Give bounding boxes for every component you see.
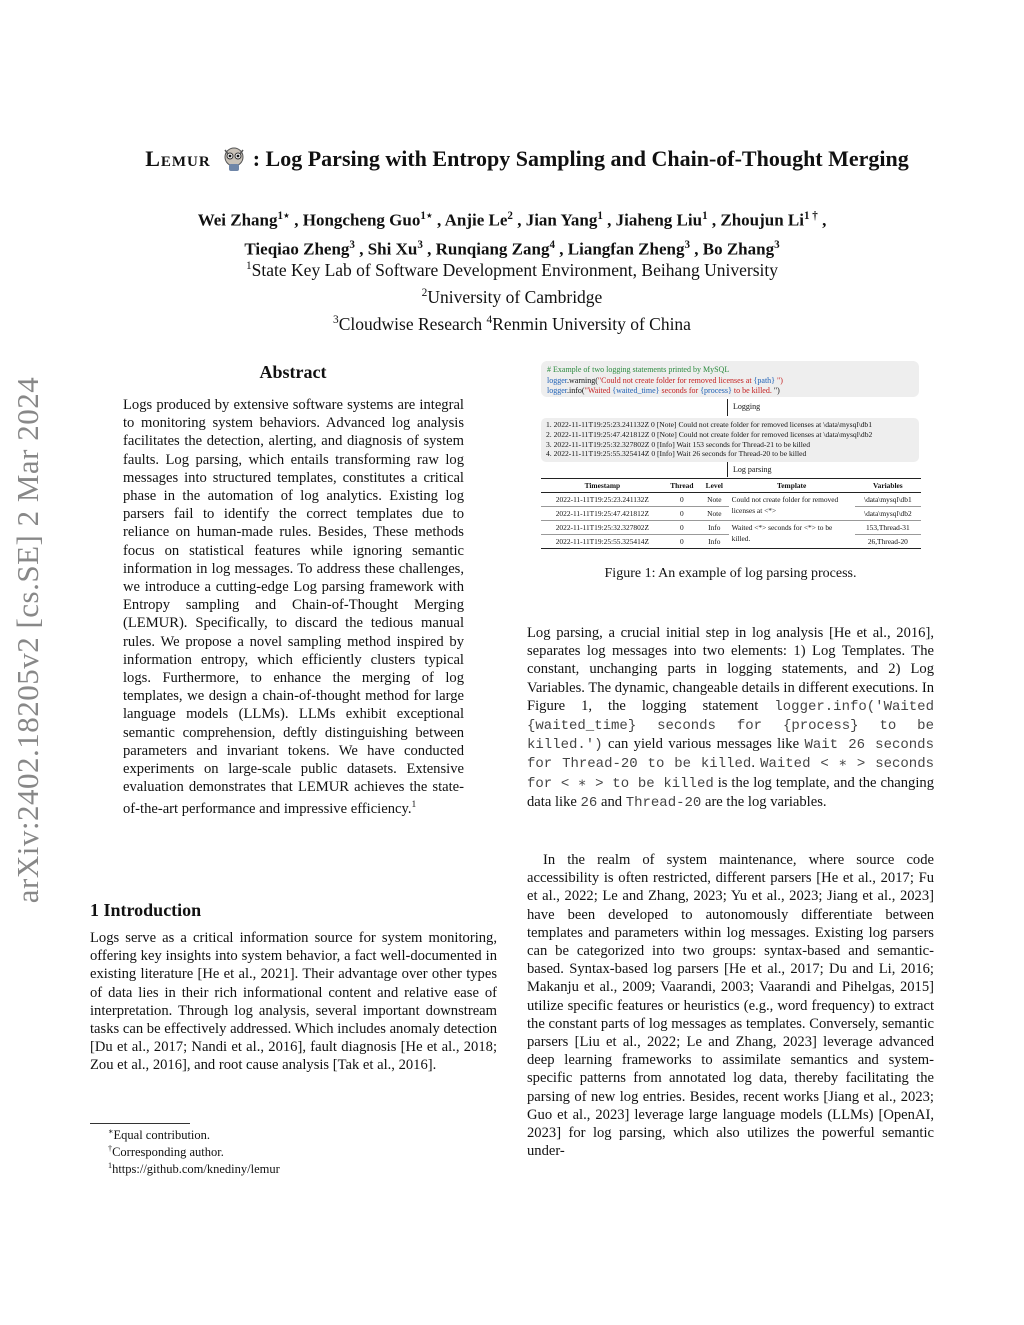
code-line-1: logger.warning("Could not create folder for removed licenses at {path} ") <box>547 375 783 385</box>
abstract-footnote-mark: 1 <box>411 800 417 811</box>
cell-timestamp: 2022-11-11T19:25:47.421812Z <box>555 509 649 518</box>
table-row <box>541 521 921 535</box>
author-affiliation-mark: 1 <box>597 210 603 222</box>
footnote-equal-contribution: ∗Equal contribution. <box>108 1127 211 1143</box>
author-name: Liangfan Zheng <box>567 239 685 259</box>
log-line: 2. 2022-11-11T19:25:47.421812Z 0 [Note] Could not create folder for removed licenses at \data\mysql\db2 <box>546 429 873 439</box>
footnote-corresponding-author: †Corresponding author. <box>108 1144 224 1160</box>
title-rest: : Log Parsing with Entropy Sampling and Chain-of-Thought Merging <box>252 146 909 171</box>
author-affiliation-mark: 3 <box>774 238 780 251</box>
author-name: Hongcheng Guo <box>302 210 421 230</box>
cell-template: Could not create folder for removed licenses at <*> <box>731 495 839 515</box>
section-heading-introduction: 1 Introduction <box>90 900 202 920</box>
figure-log-box <box>541 418 919 462</box>
affiliation-1: $^1$State Key Lab of Software Development Environment, Beihang University <box>245 259 778 280</box>
cell-variables: 153,Thread-31 <box>865 523 910 532</box>
author-name: Zhoujun Li <box>720 210 804 230</box>
inline-code: Waited < ∗ > seconds for < ∗ > to be killed <box>527 756 935 792</box>
author-name: Jian Yang <box>525 210 598 230</box>
right-paragraph-1: Log parsing, a crucial initial step in log analysis [He et al., 2016], separates log messages into two elements: 1) Log Templates. The constant, unchanging parts in logging statements, and 2) Log Variables. The dynamic, changeable details in different executions. In Figure 1, the logging statement logger.info('Waited {waited_time} seconds for {process} to be killed.') can yield various messages like Wait 26 seconds for Thread-20 to be killed. Waited < ∗ > seconds for < ∗ > to be killed is the log template, and the changing data like 26 and Thread-20 are the log variables. <box>527 625 935 811</box>
log-line: 3. 2022-11-11T19:25:32.327802Z 0 [Info] Wait 153 seconds for Thread-21 to be killed <box>546 439 811 449</box>
author-affiliation-mark: 3 <box>349 238 355 251</box>
cell-variables: \data\mysql\db2 <box>864 509 912 518</box>
author-line-2: Tieqiao Zheng$^3$ , Shi Xu$^3$ , Runqiang Zang$^4$ , Liangfan Zheng$^3$ , Bo Zhang$^3$ <box>244 238 780 259</box>
arxiv-stamp: arXiv:2402.18205v2 [cs.SE] 2 Mar 2024 <box>10 376 45 904</box>
table-row <box>541 493 921 507</box>
author-line-1: Wei Zhang$^{1⋆}$ , Hongcheng Guo$^{1⋆}$ , Anjie Le$^2$ , Jian Yang$^1$ , Jiaheng Liu$^1$ , Zhoujun $Li^{1 \dagger}$ , <box>197 210 827 230</box>
cell-thread: 0 <box>679 537 684 546</box>
author-affiliation-mark: 2 <box>507 210 513 222</box>
col-header-thread: Thread <box>670 481 694 490</box>
inline-code: 26 <box>580 794 598 811</box>
table-header-row <box>541 479 921 493</box>
author-name: Tieqiao Zheng <box>244 239 350 259</box>
arrow-label-logging: Logging <box>733 402 761 411</box>
author-name: Jiaheng Liu <box>615 210 703 230</box>
cell-level: Info <box>708 537 721 546</box>
abstract-heading: Abstract <box>259 362 327 382</box>
author-name: Runqiang Zang <box>435 239 550 259</box>
cell-variables: 26,Thread-20 <box>867 537 908 546</box>
col-header-level: Level <box>705 481 723 490</box>
title-lemur: Lemur <box>145 146 211 171</box>
cell-level: Note <box>707 509 722 518</box>
cell-thread: 0 <box>679 495 684 504</box>
author-affiliation-mark: 1⋆ <box>277 210 290 222</box>
cell-template: Waited <*> seconds for <*> to be killed. <box>731 523 833 543</box>
author-name: Shi Xu <box>367 239 418 259</box>
author-affiliation-mark: 3 <box>417 238 423 251</box>
col-header-timestamp: Timestamp <box>584 481 621 490</box>
inline-code: Wait 26 seconds for Thread-20 to be killed <box>527 737 934 773</box>
cell-level: Info <box>708 523 721 532</box>
log-line: 4. 2022-11-11T19:25:55.325414Z 0 [Info] Wait 26 seconds for Thread-20 to be killed <box>546 449 807 459</box>
affiliation-3-4: $^3$Cloudwise Research $^4$Renmin University of China <box>333 313 691 334</box>
lemur-logo-icon <box>221 146 247 172</box>
cell-timestamp: 2022-11-11T19:25:23.241132Z <box>555 495 649 504</box>
cell-thread: 0 <box>679 509 684 518</box>
cell-thread: 0 <box>679 523 684 532</box>
footnote-github-link[interactable]: $^1$https://github.com/knediny/lemur <box>108 1161 280 1177</box>
arrow-down-icon <box>727 399 728 416</box>
col-header-variables: Variables <box>872 481 903 490</box>
author-name: Wei Zhang <box>197 210 278 230</box>
affiliations <box>60 255 964 335</box>
cell-timestamp: 2022-11-11T19:25:55.325414Z <box>555 537 649 546</box>
inline-code: Thread-20 <box>625 794 702 811</box>
arrow-down-icon <box>727 462 728 477</box>
code-line-2: logger.info("Waited {waited_time} seconds for {process} to be killed. ") <box>547 386 780 395</box>
parsed-log-table <box>541 478 921 549</box>
author-name: Bo Zhang <box>702 239 775 259</box>
author-affiliation-mark: 3 <box>684 238 690 251</box>
author-affiliation-mark: 1 <box>702 210 708 222</box>
author-affiliation-mark: 1⋆ <box>420 210 433 222</box>
right-paragraph-2: In the realm of system maintenance, where source code accessibility is often restricted, different parsers [He et al., 2017; Fu et al., 2022; Le and Zhang, 2023; Yu et al., 2023; Jiang et al., 2023] have been developed to autonomously differentiate between templates and parameters within log messages. Existing log parsers can be categorized into two groups: syntax-based and semantic-based. Syntax-based log parsers [He et al., 2017; Du and Li, 2016; Makanju et al., 2009; Vaarandi, 2003; Vaarandi and Pihelgas, 2015] utilize specific features or heuristics (e.g., word frequency) to extract the constant parts of log messages as templates. Conversely, semantic parsers [Liu et al., 2022; Le and Zhang, 2023] leverage advanced deep learning frameworks to assimilate semantics and system-specific patterns from annotated log data, thereby facilitating the parsing of new log entries. Besides, recent works [Jiang et al., 2023; Guo et al., 2023] leverage large language models (LLMs) [OpenAI, 2023] for log parsing, which also utilizes the powerful semantic under- <box>527 852 934 1160</box>
author-affiliation-mark: 1 † <box>804 210 818 222</box>
paper-title <box>60 146 994 172</box>
cell-variables: \data\mysql\db1 <box>864 495 912 504</box>
abstract-text: Logs produced by extensive software systems are integral to monitoring system behaviors. Advanced log analysis facilitates the detection, alerting, and diagnosis of system faults. Log parsing, which entails transforming raw log messages into structured templates, constitutes a critical phase in the automation of log analytics. Existing log parsers fail to identify the correct templates due to reliance on human-made rules. Besides, These methods focus on statistical features while ignoring semantic information in log messages. To address these challenges, we introduce a cutting-edge Log parsing framework with Entropy sampling and Chain-of-Thought Merging (LEMUR). Specifically, to discard the tedious manual rules. We propose a novel sampling method inspired by information entropy, which efficiently clusters typical logs. Furthermore, to enhance the merging of log templates, we design a chain-of-thought method for large language models (LLMs). LLMs exhibit exceptional semantic comprehension, deftly distinguishing between parameters and invariant tokens. We have conducted experiments on large-scale public datasets. Extensive evaluation demonstrates that LEMUR achieves the state-of-the-art performance and impressive efficiency.$^1$ <box>123 397 464 818</box>
footnote-rule <box>90 1123 190 1124</box>
code-comment: # Example of two logging statements printed by MySQL <box>547 365 730 374</box>
arrow-label-log-parsing: Log parsing <box>733 465 772 474</box>
col-header-template: Template <box>777 481 807 490</box>
author-list <box>60 204 964 261</box>
introduction-text: Logs serve as a critical information source for system monitoring, offering key insights into system behavior, a fact well-documented in existing literature [He et al., 2021]. Their advantage over other types of data lies in their rich informational content and relative ease of interpretation. Through log analysis, several important downstream tasks can be effectively addressed. Which includes anomaly detection [Du et al., 2017; Nandi et al., 2016], fault diagnosis [He et al., 2018; Zou et al., 2016], and root cause analysis [Tak et al., 2016]. <box>90 930 497 1074</box>
figure-caption: Figure 1: An example of log parsing process. <box>604 566 857 581</box>
cell-level: Note <box>707 495 722 504</box>
author-affiliation-mark: 4 <box>549 238 556 251</box>
figure-code-box <box>541 361 919 397</box>
cell-timestamp: 2022-11-11T19:25:32.327802Z <box>555 523 649 532</box>
inline-code: logger.info('Waited {waited_time} seconds for {process} to be killed.') <box>527 698 934 754</box>
log-line: 1. 2022-11-11T19:25:23.241132Z 0 [Note] Could not create folder for removed licenses at \data\mysql\db1 <box>546 420 873 429</box>
affiliation-2: $^2$University of Cambridge <box>421 286 603 307</box>
author-name: Anjie Le <box>444 210 508 230</box>
